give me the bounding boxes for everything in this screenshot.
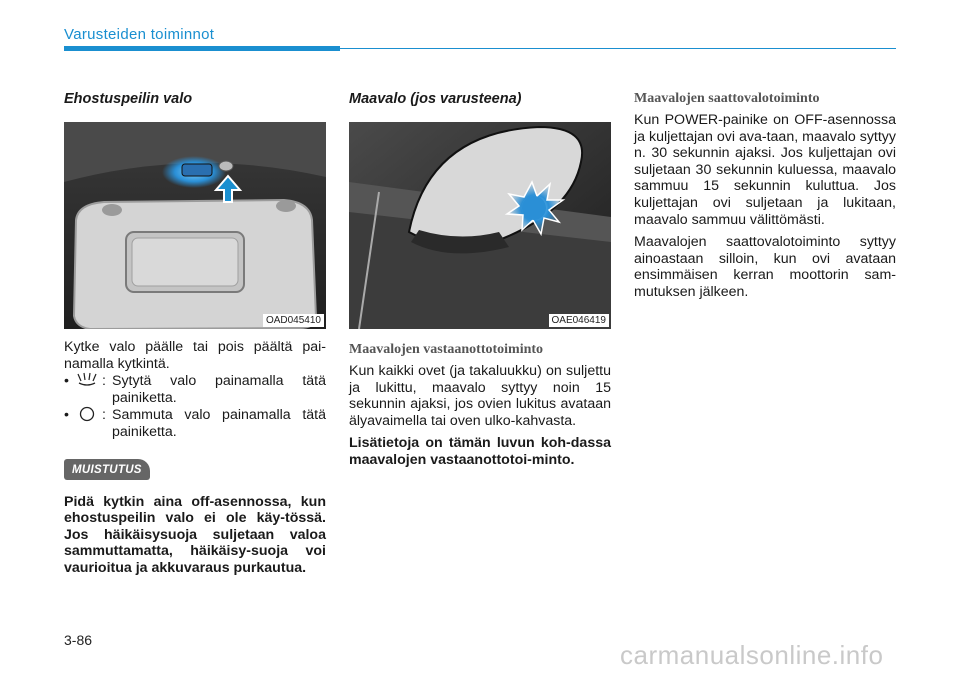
circle-icon [76,405,98,423]
heading-vanity-light: Ehostuspeilin valo [64,91,193,107]
light-rays-icon [76,371,98,389]
header-accent-bar [64,46,340,51]
figure-code: OAD045410 [263,314,324,327]
side-mirror-illustration [349,122,611,329]
notice-label: MUISTUTUS [64,459,150,480]
heading-ground-light: Maavalo (jos varusteena) [349,91,522,107]
figure-vanity-mirror [64,122,326,329]
bullet-dot: • [64,373,69,390]
page-number: 3-86 [64,632,93,648]
notice-text: Pidä kytkin aina off-asennossa, kun ehostuspeilin valo ei ole käy-tössä. Jos häikäisysuoja suljetaan valoa sammuttamatta, häikäisy-suoja voi vaurioitua ja akkuvaraus purkautua. [64,493,326,576]
bullet-light-off: • : Sammuta valo painamalla tätä painiketta. [64,407,326,440]
bullet-dot: • [64,407,69,424]
figure-ground-light [349,122,611,329]
paragraph-more-info: Lisätietoja on tämän luvun koh-dassa maavalojen vastaanottotoi-minto. [349,435,611,468]
section-title: Varusteiden toiminnot [64,26,215,43]
paragraph-escort-2: Maavalojen saattovalotoiminto syttyy ainoastaan silloin, kun ovi avataan ensimmäisen kerran moottorin sam-mutuksen jälkeen. [634,234,896,300]
paragraph-escort-1: Kun POWER-painike on OFF-asennossa ja kuljettajan ovi ava-taan, maavalo syttyy n. 30 sekunnin ajaksi. Jos kuljettajan ovi suljetaan 30 sekunnin kuluessa, maavalo sammuu 15 sekunnin kuluttua. Jos kuljettajan ovi suljetaan ja lukitaan, maavalo sammuu välittömästi. [634,112,896,228]
bullet-light-on: • : Sytytä valo painamalla tätä painiketta. [64,373,326,406]
intro-text: Kytke valo päälle tai pois päältä pai-namalla kytkintä. [64,339,326,372]
bullet-text: Sammuta valo painamalla tätä painiketta. [112,407,326,440]
vanity-mirror-illustration [64,122,326,329]
watermark: carmanualsonline.info [620,640,884,670]
column-vanity-light [64,90,326,577]
column-ground-light [349,90,611,469]
figure-code: OAE046419 [549,314,610,327]
bullet-text: Sytytä valo painamalla tätä painiketta. [112,373,326,406]
subheading-escort: Maavalojen saattovalotoiminto [634,91,820,106]
column-escort-light [634,90,896,301]
header-rule [340,48,896,49]
subheading-welcome: Maavalojen vastaanottotoiminto [349,342,544,357]
paragraph-welcome: Kun kaikki ovet (ja takaluukku) on suljettu ja lukittu, maavalo syttyy noin 15 sekunnin ajaksi, jos ovien lukitus avataan älyavaimella tai oven ulko-kahvasta. [349,363,611,429]
